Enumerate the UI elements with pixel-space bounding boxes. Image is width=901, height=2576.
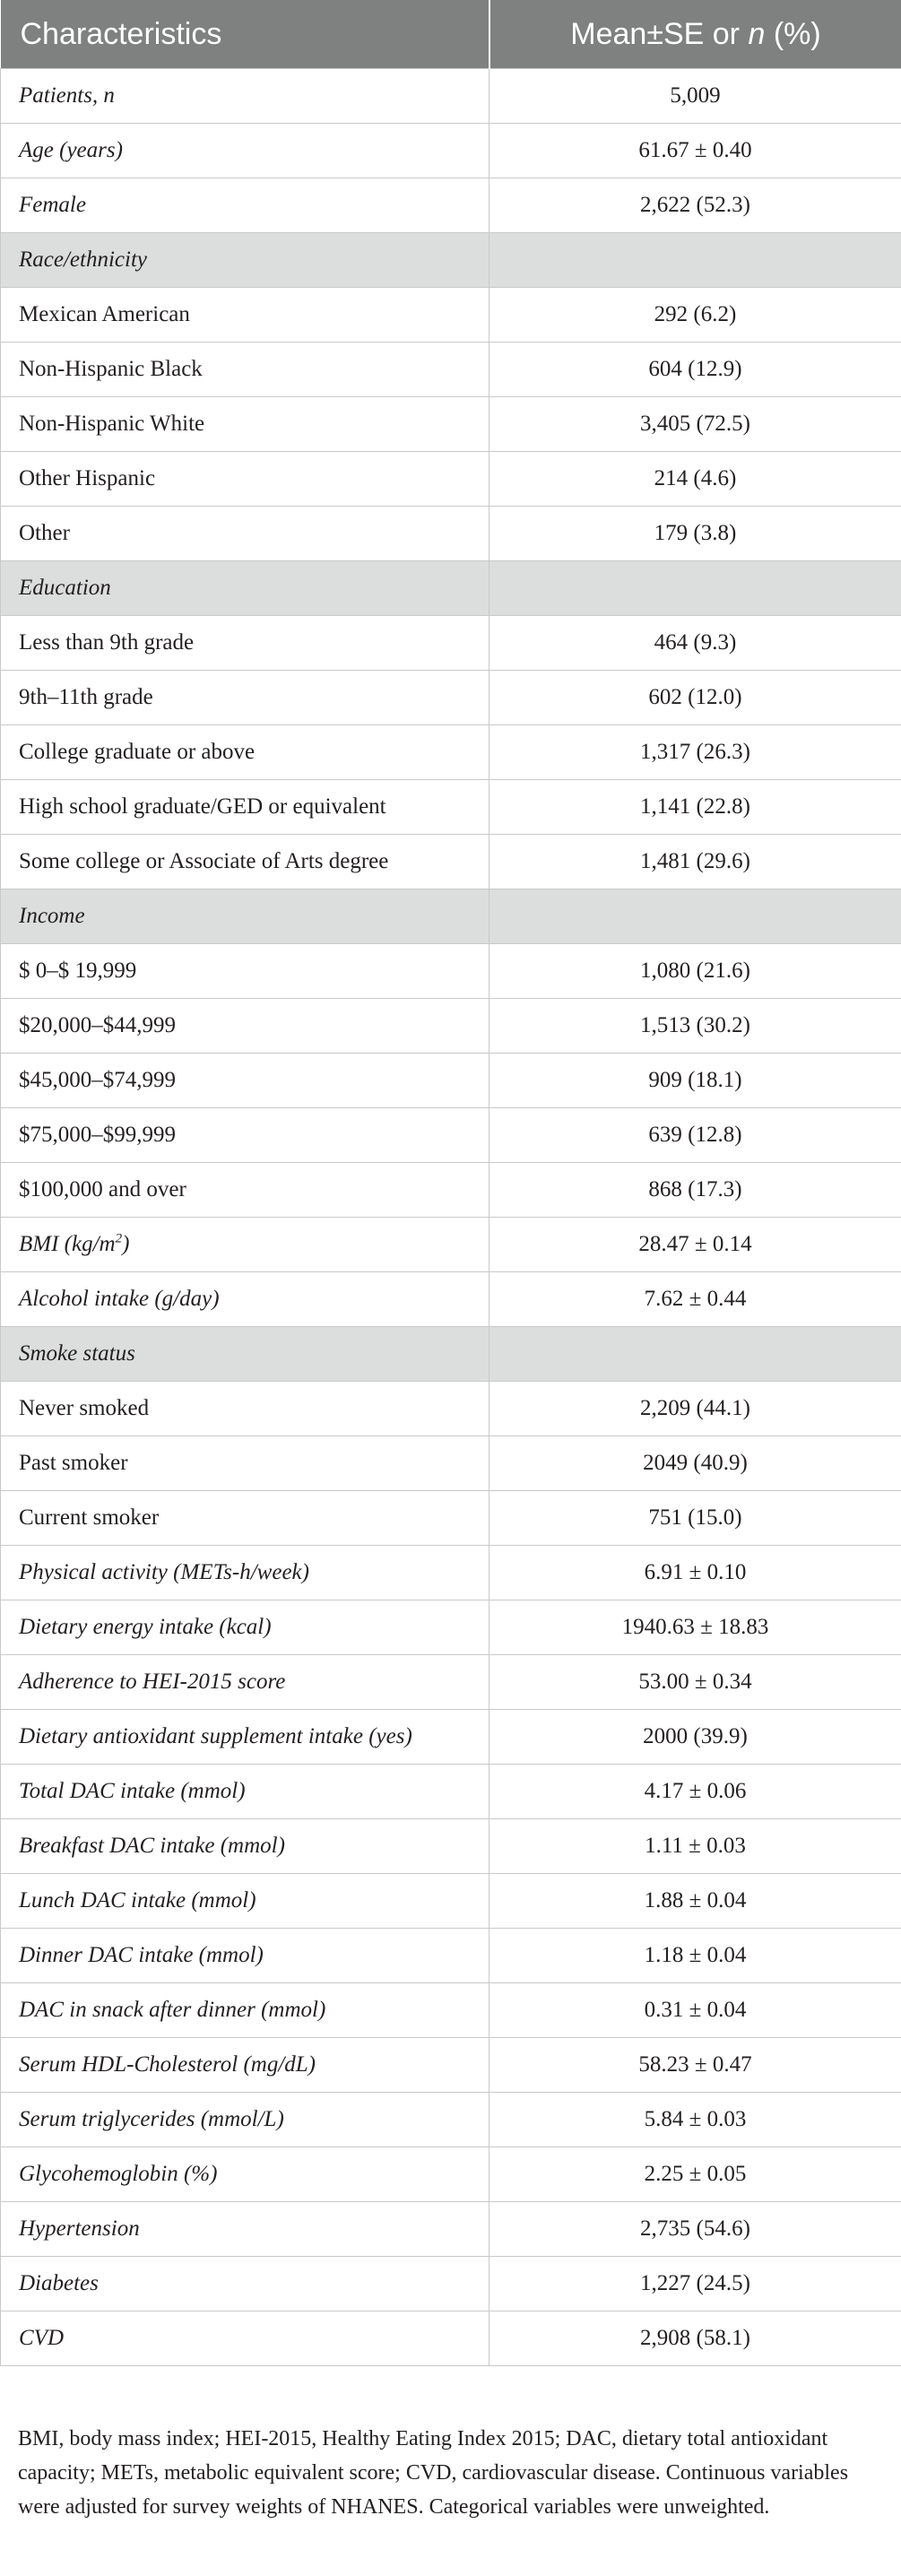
row-value: 464 (9.3) [489, 616, 901, 671]
row-value: 214 (4.6) [489, 452, 901, 507]
row-value: 1,080 (21.6) [489, 944, 901, 999]
row-value [489, 561, 901, 616]
row-value: 1,513 (30.2) [489, 999, 901, 1054]
row-label-text: Breakfast DAC intake (mmol) [19, 1834, 285, 1858]
table-row [1, 780, 901, 835]
table-row [1, 1382, 901, 1436]
row-value: 6.91 ± 0.10 [489, 1546, 901, 1600]
row-label [1, 999, 489, 1054]
row-value: 868 (17.3) [489, 1163, 901, 1218]
row-label-text: 9th–11th grade [19, 685, 153, 709]
row-label [1, 1929, 489, 1983]
row-value: 2.25 ± 0.05 [489, 2147, 901, 2202]
table-row [1, 124, 901, 178]
row-label [1, 2202, 489, 2257]
row-label [1, 1436, 489, 1491]
row-label-text: $20,000–$44,999 [19, 1013, 176, 1037]
row-label-text: $45,000–$74,999 [19, 1068, 176, 1092]
row-label-suffix: ) [122, 1232, 130, 1256]
row-value: 4.17 ± 0.06 [489, 1765, 901, 1819]
row-value: 1,141 (22.8) [489, 780, 901, 835]
row-label-text: Past smoker [19, 1451, 128, 1475]
row-label [1, 452, 489, 507]
row-label-text: Total DAC intake (mmol) [19, 1779, 246, 1803]
row-label-text: Smoke status [19, 1341, 135, 1366]
table-row [1, 1874, 901, 1929]
row-label [1, 124, 489, 178]
row-label-text: College graduate or above [19, 740, 256, 764]
row-label-text: Some college or Associate of Arts degree [19, 849, 389, 873]
row-value: 61.67 ± 0.40 [489, 124, 901, 178]
table-row [1, 1546, 901, 1600]
table-row [1, 2311, 901, 2366]
row-label-text: Diabetes [19, 2271, 99, 2295]
row-value [489, 889, 901, 944]
section-header-row [1, 889, 901, 944]
row-label-text: Race/ethnicity [19, 247, 147, 272]
table-header-row [1, 0, 901, 69]
section-header-row [1, 561, 901, 616]
header-characteristics: Characteristics [1, 0, 489, 69]
row-label-text: Patients, n [19, 83, 115, 108]
header-mean-se-italic-n: n [748, 16, 766, 51]
table-row [1, 616, 901, 671]
row-label-text: Serum triglycerides (mmol/L) [19, 2107, 284, 2131]
table-row [1, 1710, 901, 1765]
row-label [1, 2257, 489, 2311]
header-mean-se [489, 0, 901, 69]
row-label-text: BMI (kg/m [19, 1232, 116, 1256]
row-label-text: Other [19, 521, 70, 545]
table-row [1, 69, 901, 124]
row-label-text: Age (years) [19, 138, 123, 162]
row-label [1, 780, 489, 835]
row-label-text: Adherence to HEI-2015 score [19, 1670, 286, 1694]
table-row [1, 178, 901, 233]
table-row [1, 288, 901, 343]
table-row [1, 725, 901, 780]
row-value: 751 (15.0) [489, 1491, 901, 1546]
row-label-text: Non-Hispanic White [19, 412, 205, 436]
row-label-text: CVD [19, 2326, 64, 2350]
table-row [1, 1983, 901, 2038]
row-label [1, 1272, 489, 1327]
table-row [1, 1929, 901, 1983]
table-row [1, 397, 901, 452]
row-value: 1.18 ± 0.04 [489, 1929, 901, 1983]
table-row [1, 452, 901, 507]
row-label-text: Never smoked [19, 1396, 150, 1420]
row-value: 1.11 ± 0.03 [489, 1819, 901, 1874]
table-row [1, 1272, 901, 1327]
table-row [1, 1655, 901, 1710]
row-label [1, 616, 489, 671]
table-row [1, 671, 901, 725]
row-label [1, 507, 489, 561]
table-row [1, 2038, 901, 2093]
row-value [489, 1327, 901, 1382]
row-label-text: Education [19, 576, 111, 600]
row-label [1, 397, 489, 452]
table-body [1, 69, 901, 2366]
row-value: 2,908 (58.1) [489, 2311, 901, 2366]
row-value [489, 233, 901, 288]
row-label-text: $100,000 and over [19, 1177, 186, 1201]
row-label [1, 835, 489, 889]
row-label-text: High school graduate/GED or equivalent [19, 794, 386, 819]
row-label [1, 1655, 489, 1710]
header-mean-se-suffix: (%) [765, 16, 821, 51]
row-value: 602 (12.0) [489, 671, 901, 725]
row-label [1, 1382, 489, 1436]
row-label-text: Other Hispanic [19, 466, 156, 490]
row-label-text: Alcohol intake (g/day) [19, 1287, 220, 1311]
row-value: 2,209 (44.1) [489, 1382, 901, 1436]
row-label-text: Hypertension [19, 2216, 140, 2241]
row-label [1, 178, 489, 233]
row-label [1, 2311, 489, 2366]
row-label [1, 2147, 489, 2202]
table-row [1, 507, 901, 561]
row-value: 2000 (39.9) [489, 1710, 901, 1765]
row-value: 3,405 (72.5) [489, 397, 901, 452]
row-label-text: $75,000–$99,999 [19, 1123, 176, 1147]
row-label [1, 1054, 489, 1108]
row-label [1, 1218, 489, 1272]
row-label-text: Current smoker [19, 1505, 160, 1530]
row-value: 53.00 ± 0.34 [489, 1655, 901, 1710]
row-label [1, 1546, 489, 1600]
row-label [1, 2038, 489, 2093]
row-label [1, 1765, 489, 1819]
table-row [1, 1108, 901, 1163]
row-label-text: Mexican American [19, 302, 190, 326]
row-label-superscript: 2 [115, 1231, 123, 1246]
row-value: 639 (12.8) [489, 1108, 901, 1163]
table-row [1, 1765, 901, 1819]
row-value: 1940.63 ± 18.83 [489, 1600, 901, 1655]
row-value: 1.88 ± 0.04 [489, 1874, 901, 1929]
row-value: 58.23 ± 0.47 [489, 2038, 901, 2093]
row-label [1, 725, 489, 780]
row-label [1, 944, 489, 999]
row-label [1, 1710, 489, 1765]
row-value: 179 (3.8) [489, 507, 901, 561]
table-row [1, 999, 901, 1054]
table-row [1, 1054, 901, 1108]
table-row [1, 944, 901, 999]
row-value: 2,622 (52.3) [489, 178, 901, 233]
table-row [1, 2257, 901, 2311]
row-value: 5,009 [489, 69, 901, 124]
row-label-text: DAC in snack after dinner (mmol) [19, 1998, 326, 2022]
table-row [1, 2147, 901, 2202]
table-row [1, 1491, 901, 1546]
table-row [1, 343, 901, 397]
row-label [1, 1491, 489, 1546]
row-value: 604 (12.9) [489, 343, 901, 397]
row-label [1, 233, 489, 288]
row-label-text: $ 0–$ 19,999 [19, 958, 137, 983]
row-label [1, 889, 489, 944]
row-label-text: Less than 9th grade [19, 630, 195, 655]
row-label-text: Dietary energy intake (kcal) [19, 1615, 272, 1639]
row-label [1, 561, 489, 616]
table-row [1, 835, 901, 889]
row-label-text: Glycohemoglobin (%) [19, 2162, 218, 2186]
section-header-row [1, 1327, 901, 1382]
row-value: 909 (18.1) [489, 1054, 901, 1108]
row-label-text: Female [19, 193, 86, 217]
row-label-text: Non-Hispanic Black [19, 357, 203, 381]
row-label-text: Serum HDL-Cholesterol (mg/dL) [19, 2052, 316, 2077]
row-label [1, 343, 489, 397]
row-label-text: Lunch DAC intake (mmol) [19, 1888, 256, 1912]
row-label [1, 1874, 489, 1929]
row-label [1, 1819, 489, 1874]
row-label-text: Dinner DAC intake (mmol) [19, 1943, 264, 1967]
row-value: 7.62 ± 0.44 [489, 1272, 901, 1327]
table-row [1, 1600, 901, 1655]
header-mean-se-prefix: Mean±SE or [570, 16, 749, 51]
row-value: 292 (6.2) [489, 288, 901, 343]
table-footnote: BMI, body mass index; HEI-2015, Healthy Eating Index 2015; DAC, dietary total antioxidant capacity; METs, metabolic equivalent score; CVD, cardiovascular disease. Continuous variables were adjusted for survey weights of NHANES. Categorical variables were unweighted. [18, 2427, 849, 2519]
row-label [1, 1600, 489, 1655]
table-row [1, 1163, 901, 1218]
row-value: 1,481 (29.6) [489, 835, 901, 889]
row-value: 2,735 (54.6) [489, 2202, 901, 2257]
row-label [1, 1983, 489, 2038]
row-value: 1,227 (24.5) [489, 2257, 901, 2311]
row-label [1, 2093, 489, 2147]
row-label [1, 1108, 489, 1163]
row-label-text: Dietary antioxidant supplement intake (yes) [19, 1724, 412, 1748]
row-label [1, 69, 489, 124]
row-label [1, 288, 489, 343]
table-row [1, 1218, 901, 1272]
table-row [1, 1436, 901, 1491]
row-label [1, 1327, 489, 1382]
row-label [1, 671, 489, 725]
row-label-text: Income [19, 904, 85, 928]
row-value: 5.84 ± 0.03 [489, 2093, 901, 2147]
table-row [1, 2093, 901, 2147]
row-value: 28.47 ± 0.14 [489, 1218, 901, 1272]
row-label [1, 1163, 489, 1218]
table-row [1, 1819, 901, 1874]
section-header-row [1, 233, 901, 288]
row-value: 2049 (40.9) [489, 1436, 901, 1491]
row-value: 1,317 (26.3) [489, 725, 901, 780]
table-row [1, 2202, 901, 2257]
row-value: 0.31 ± 0.04 [489, 1983, 901, 2038]
row-label-text: Physical activity (METs-h/week) [19, 1560, 309, 1584]
